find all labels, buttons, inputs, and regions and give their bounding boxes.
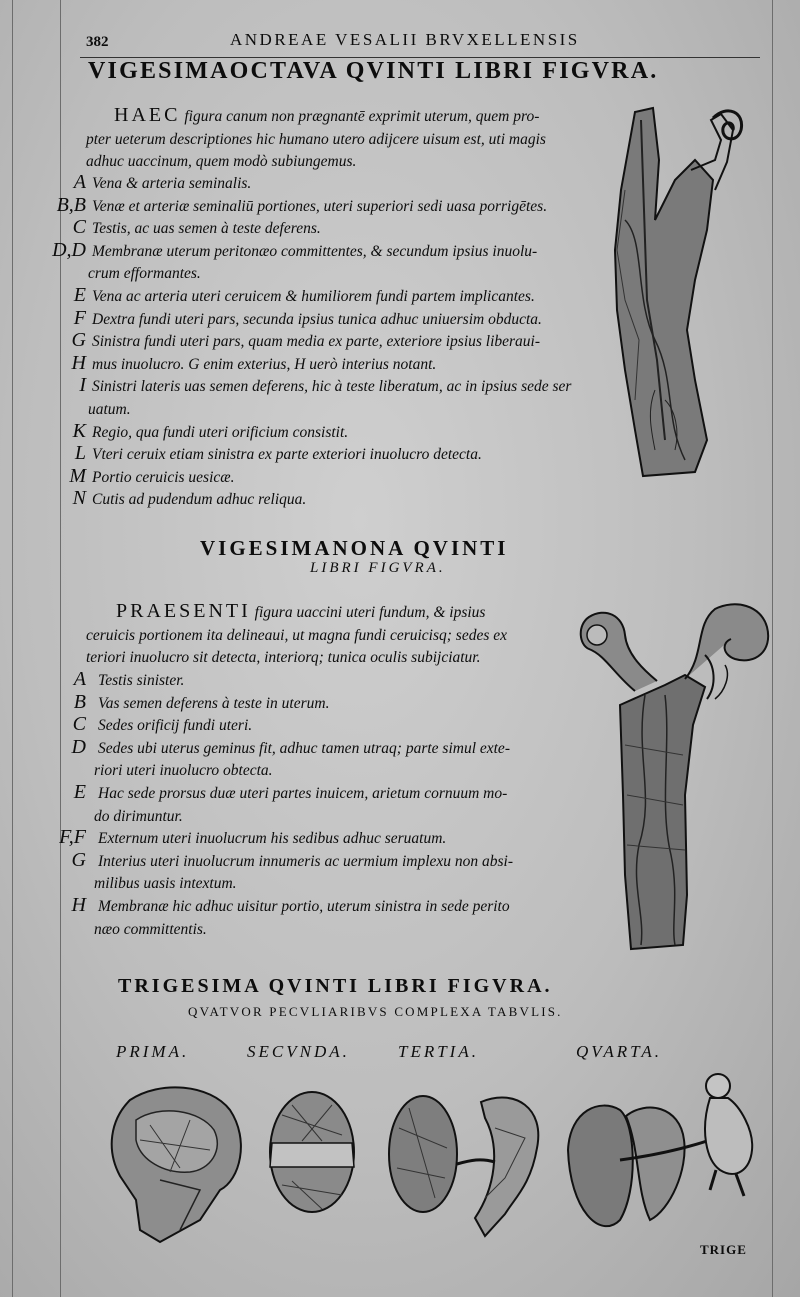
running-header: [86, 30, 760, 52]
section2-subtitle: LIBRI FIGVRA.: [310, 560, 446, 576]
running-head-title: ANDREAE VESALII BRVXELLENSIS: [230, 30, 580, 49]
legend-key: M: [69, 464, 86, 487]
legend-item-text: Portio ceruicis uesicæ.: [92, 468, 235, 486]
legend-item-text: milibus uasis intextum.: [94, 875, 237, 893]
legend-key: F: [73, 306, 86, 329]
legend-item-text: Vteri ceruix etiam sinistra ex parte exteriori inuolucro detecta.: [92, 446, 482, 464]
section3-title: TRIGESIMA QVINTI LIBRI FIGVRA.: [118, 975, 553, 997]
table-label-quarta: QVARTA.: [576, 1042, 662, 1061]
legend-item-text: Sinistri lateris uas semen deferens, hic à teste liberatum, ac in ipsius sede ser: [92, 378, 572, 396]
section1-intro-line: figura canum non prægnantē exprimit uterum, quem pro-: [184, 108, 540, 125]
legend-item-text: Dextra fundi uteri pars, secunda ipsius tunica adhuc uniuersim obducta.: [92, 310, 542, 328]
legend-item-text: Sedes orificij fundi uteri.: [98, 717, 253, 735]
legend-key: C: [72, 713, 86, 736]
legend-item-text: Vena ac arteria uteri ceruicem & humiliorem fundi partem implicantes.: [92, 288, 535, 305]
legend-key: C: [72, 216, 86, 239]
legend-key: A: [73, 668, 86, 690]
legend-item-text: uatum.: [88, 401, 131, 418]
legend-item-text: Sinistra fundi uteri pars, quam media ex parte, exteriore ipsius liberaui-: [92, 333, 541, 351]
section2-intro-line: teriori inuolucro sit detecta, interiorq; tunica oculis subijciatur.: [86, 649, 481, 666]
legend-key: E: [73, 781, 86, 803]
legend-item-text: Testis sinister.: [98, 672, 185, 689]
legend-item-text: Externum uteri inuolucrum his sedibus adhuc seruatum.: [98, 830, 447, 848]
secunda-fetal-membrane-figure: [262, 1085, 362, 1220]
legend-item-text: riori uteri inuolucro obtecta.: [94, 762, 273, 780]
section1-intro-lead: HAEC: [114, 104, 181, 126]
section1-intro: [86, 104, 616, 174]
legend-item-text: Venæ et arteriæ seminaliū portiones, uteri superiori sedi uasa porrigētes.: [92, 197, 548, 215]
prima-fetal-membrane-figure: [100, 1080, 260, 1245]
legend-key: N: [72, 487, 86, 510]
legend-item-text: Cutis ad pudendum adhuc reliqua.: [92, 491, 307, 509]
legend-item-text: næo committentis.: [94, 920, 207, 938]
legend-key: F,F: [59, 826, 86, 849]
legend-item-text: Membranæ hic adhuc uisitur portio, uterum sinistra in sede perito: [98, 898, 510, 915]
section2-intro-line: ceruicis portionem ita delineaui, ut magna fundi ceruicisq; sedes ex: [86, 626, 507, 644]
section2-title: VIGESIMANONA QVINTI: [200, 536, 509, 560]
page-margin-line: [12, 0, 13, 1297]
section1-intro-line: pter ueterum descriptiones hic humano utero adijcere uisum est, uti magis: [86, 130, 546, 148]
legend-item-text: Sedes ubi uterus geminus fit, adhuc tamen utraq; parte simul exte-: [98, 739, 510, 757]
legend-item-text: Interius uteri inuolucrum innumeris ac uermium implexu non absi-: [98, 852, 514, 870]
legend-key: H: [71, 894, 86, 916]
quarta-fetal-membrane-figure: [560, 1070, 770, 1250]
legend-key: B,B: [56, 193, 86, 216]
legend-key: H: [71, 351, 86, 374]
section3-subtitle: QVATVOR PECVLIARIBVS COMPLEXA TABVLIS.: [188, 1004, 563, 1019]
table-label-tertia: TERTIA.: [398, 1042, 479, 1061]
legend-item-text: Testis, ac uas semen à teste deferens.: [92, 220, 321, 238]
section2-intro-line: figura uaccini uteri fundum, & ipsius: [254, 604, 486, 621]
legend-key: G: [71, 329, 86, 352]
legend-key: E: [73, 284, 86, 306]
legend-key: I: [79, 374, 86, 397]
table-label-secunda: SECVNDA.: [247, 1042, 350, 1061]
catchword: TRIGE: [700, 1242, 747, 1257]
legend-item-text: crum efformantes.: [88, 265, 201, 283]
legend-item-text: Vas semen deferens à teste in uterum.: [98, 694, 330, 712]
legend-key: L: [74, 442, 86, 465]
legend-item-text: mus inuolucro. G enim exterius, H uerò interius notant.: [92, 355, 437, 373]
legend-item-text: Vena & arteria seminalis.: [92, 175, 252, 192]
legend-key: D,D: [52, 238, 86, 261]
bovine-uterus-figure: [575, 595, 775, 955]
table-label-prima: PRIMA.: [116, 1042, 190, 1061]
legend-key: D: [71, 735, 86, 758]
legend-item-text: Membranæ uterum peritonæo committentes, & secundum ipsius inuolu-: [92, 242, 538, 260]
page-number: 382: [86, 34, 109, 50]
legend-item-text: Hac sede prorsus duæ uteri partes inuicem, arietum cornuum mo-: [98, 785, 508, 802]
legend-key: G: [71, 848, 86, 871]
legend-item-text: Regio, qua fundi uteri orificium consistit.: [92, 423, 349, 441]
section2-intro: [86, 600, 576, 670]
tertia-fetal-membrane-figure: [385, 1088, 555, 1248]
legend-item-text: do dirimuntur.: [94, 807, 183, 825]
section2-intro-lead: PRAESENTI: [116, 600, 251, 622]
canine-uterus-figure: [595, 100, 765, 480]
section1-title: VIGESIMAOCTAVA QVINTI LIBRI FIGVRA.: [88, 58, 659, 84]
legend-key: K: [72, 419, 86, 442]
legend-key: B: [73, 690, 86, 713]
section1-intro-line: adhuc uaccinum, quem modò subiungemus.: [86, 153, 357, 170]
legend-key: A: [73, 171, 86, 193]
